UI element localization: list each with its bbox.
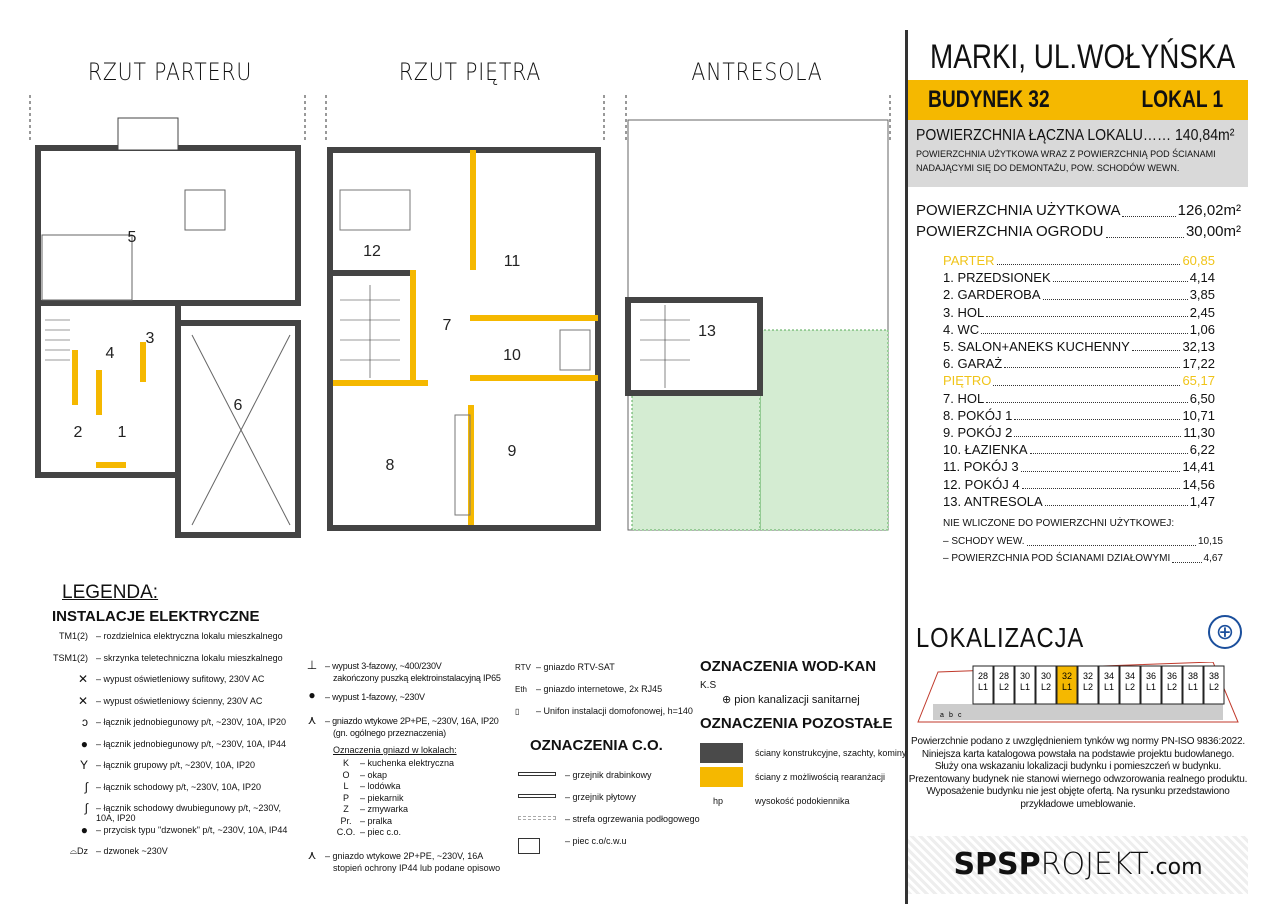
map-unit-lokal: L2 bbox=[998, 682, 1010, 692]
room-area: 2,45 bbox=[1189, 304, 1215, 320]
compass-icon: ⊕ bbox=[1208, 615, 1242, 649]
room-row bbox=[943, 355, 1215, 372]
dots bbox=[981, 321, 1188, 334]
building-bar bbox=[908, 80, 1248, 120]
socket-symbol-icon: ⊥ bbox=[306, 658, 318, 672]
legend-text: – wypust 1-fazowy, ~230V bbox=[325, 692, 425, 702]
room-label: 9 bbox=[507, 443, 517, 460]
note-line: Powierzchnie podano z uwzględnieniem tynków wg normy PN-ISO 9836:2022. bbox=[911, 736, 1245, 747]
socket-text: – kuchenka elektryczna bbox=[360, 758, 455, 768]
info-panel bbox=[905, 30, 1250, 904]
co-symbol-icon bbox=[518, 838, 540, 854]
socket-text: – zmywarka bbox=[360, 804, 409, 814]
excluded-label: – POWIERZCHNIA POD ŚCIANAMI DZIAŁOWYMI bbox=[943, 553, 1171, 565]
room-label: 13 bbox=[698, 323, 716, 340]
dots bbox=[986, 304, 1188, 317]
map-unit-lokal: L1 bbox=[1145, 682, 1157, 692]
legend-symbol: Eth bbox=[515, 685, 528, 694]
usable-area-value: 126,02m² bbox=[1177, 202, 1241, 219]
room-name: 6. GARAŻ bbox=[943, 356, 1003, 372]
room-name: 13. ANTRESOLA bbox=[943, 493, 1043, 509]
other-title: OZNACZENIA POZOSTAŁE bbox=[700, 715, 893, 732]
room-name: PIĘTRO bbox=[943, 373, 992, 389]
map-unit-number: 36 bbox=[1166, 671, 1178, 681]
room-area: 4,14 bbox=[1189, 270, 1215, 286]
dots bbox=[1022, 476, 1181, 489]
map-unit-lokal: L2 bbox=[1040, 682, 1052, 692]
dots bbox=[1045, 493, 1188, 506]
legend-symbol: RTV bbox=[515, 663, 531, 672]
socket-code: K bbox=[342, 758, 349, 768]
socket-code: Z bbox=[343, 804, 349, 814]
room-area: 14,41 bbox=[1182, 459, 1215, 475]
dots bbox=[1014, 424, 1181, 437]
legend-text: – strefa ogrzewania podłogowego bbox=[565, 814, 700, 824]
legend-text: zakończony puszką elektroinstalacyjną IP65 bbox=[333, 673, 501, 683]
socket-code: P bbox=[342, 792, 349, 803]
mezzanine-plan bbox=[628, 120, 888, 530]
legend-text: wysokość podokiennika bbox=[755, 796, 850, 806]
parking-label: c bbox=[958, 712, 962, 719]
legend-symbol: ✕ bbox=[77, 693, 88, 708]
map-unit-number: 34 bbox=[1103, 671, 1115, 681]
room-label: 1 bbox=[117, 424, 127, 441]
room-label: 2 bbox=[73, 424, 83, 441]
room-name: 12. POKÓJ 4 bbox=[943, 476, 1020, 492]
legend-text: (gn. ogólnego przeznaczenia) bbox=[333, 728, 446, 738]
legend-symbol: Y bbox=[79, 758, 88, 772]
room-name: 4. WC bbox=[943, 321, 980, 337]
dots bbox=[1030, 441, 1188, 454]
legend-text: – piec c.o/c.w.u bbox=[565, 836, 627, 846]
room-row bbox=[943, 424, 1215, 441]
legend-text: – wypust 3-fazowy, ~400/230V bbox=[325, 661, 442, 671]
map-unit-lokal: L1 bbox=[1103, 682, 1115, 692]
total-area-label: POWIERZCHNIA ŁĄCZNA LOKALU…… bbox=[916, 127, 1172, 144]
map-unit-number: 30 bbox=[1040, 671, 1052, 681]
room-name: 3. HOL bbox=[943, 304, 985, 320]
map-unit-lokal: L2 bbox=[1208, 682, 1220, 692]
excluded-value: 4,67 bbox=[1203, 553, 1223, 565]
map-unit-number: 28 bbox=[977, 671, 989, 681]
room-name: 7. HOL bbox=[943, 390, 985, 406]
legend-text: – gniazdo wtykowe 2P+PE, ~230V, 16A, IP20 bbox=[325, 716, 499, 726]
location-title: LOKALIZACJA bbox=[916, 622, 1085, 653]
room-name: 11. POKÓJ 3 bbox=[943, 459, 1019, 475]
legend-text: – łącznik grupowy p/t, ~230V, 10A, IP20 bbox=[96, 760, 256, 770]
legend-symbol: ▯ bbox=[515, 707, 520, 716]
usable-area-label: POWIERZCHNIA UŻYTKOWA bbox=[916, 202, 1121, 219]
room-row bbox=[943, 286, 1215, 303]
location-map bbox=[913, 662, 1243, 732]
room-row bbox=[943, 304, 1215, 321]
room-area: 14,56 bbox=[1182, 476, 1215, 492]
map-unit-number: 28 bbox=[998, 671, 1010, 681]
room-label: 8 bbox=[385, 457, 395, 474]
map-unit-number: 38 bbox=[1208, 671, 1220, 681]
socket-code: C.O. bbox=[336, 827, 356, 837]
legend-text: – gniazdo internetowe, 2x RJ45 bbox=[536, 684, 663, 694]
ground-floor-plan bbox=[38, 118, 298, 535]
room-area: 32,13 bbox=[1182, 339, 1215, 355]
room-area: 6,50 bbox=[1189, 390, 1215, 406]
note-line: Służy ona wskazaniu lokalizacji budynku i pomieszczeń w budynku. bbox=[934, 761, 1222, 772]
room-name: 2. GARDEROBA bbox=[943, 287, 1041, 303]
logo-light: ROJEKT bbox=[1040, 847, 1149, 882]
room-label: 4 bbox=[105, 345, 115, 362]
room-row bbox=[943, 476, 1215, 493]
socket-symbol-icon: ● bbox=[308, 688, 316, 702]
dots bbox=[997, 252, 1181, 265]
map-unit-number: 36 bbox=[1145, 671, 1157, 681]
building-label: BUDYNEK 32 bbox=[928, 86, 1050, 113]
map-unit-number: 32 bbox=[1082, 671, 1094, 681]
room-row bbox=[943, 407, 1215, 424]
garden-area-label: POWIERZCHNIA OGRODU bbox=[916, 223, 1104, 240]
sockets-title: Oznaczenia gniazd w lokalach: bbox=[333, 745, 457, 755]
legend-text: – Unifon instalacji domofonowej, h=140 bbox=[536, 706, 693, 716]
room-label: 12 bbox=[363, 243, 381, 260]
socket-text: – pralka bbox=[360, 815, 393, 826]
co-symbol-icon bbox=[518, 772, 556, 776]
excluded-title: NIE WLICZONE DO POWIERZCHNI UŻYTKOWEJ: bbox=[943, 518, 1175, 529]
legend-text: – wypust oświetleniowy sufitowy, 230V AC bbox=[96, 674, 265, 684]
legend-text: stopień ochrony IP44 lub podane opisowo bbox=[333, 863, 501, 873]
legend-text: – łącznik schodowy p/t, ~230V, 10A, IP20 bbox=[96, 781, 262, 792]
socket-text: – piekarnik bbox=[360, 792, 404, 803]
total-note-2: NADAJĄCYMI SIĘ DO DEMONTAŻU, POW. SCHODÓW WEWN. bbox=[916, 163, 1180, 173]
room-list bbox=[943, 252, 1215, 510]
room-area: 17,22 bbox=[1182, 356, 1215, 372]
dots bbox=[1053, 269, 1188, 282]
room-row bbox=[943, 338, 1215, 355]
legend-text: – rozdzielnica elektryczna lokalu mieszkalnego bbox=[96, 631, 283, 641]
electric-title: INSTALACJE ELEKTRYCZNE bbox=[52, 608, 260, 625]
header-title: MARKI, UL.WOŁYŃSKA bbox=[930, 38, 1236, 76]
unit-label: LOKAL 1 bbox=[1141, 86, 1223, 113]
floor-subtotal-row bbox=[943, 252, 1215, 269]
co-title: OZNACZENIA C.O. bbox=[530, 737, 663, 754]
map-unit-lokal: L1 bbox=[1061, 682, 1073, 692]
note-line: Wyposażenie budynku nie jest objęte ofertą. Na rysunku przedstawiono przykładowe umeblowanie. bbox=[926, 786, 1230, 810]
logo bbox=[908, 836, 1248, 894]
room-row bbox=[943, 390, 1215, 407]
wodkan-text: pion kanalizacji sanitarnej bbox=[734, 694, 860, 706]
excluded-label: – SCHODY WEW. bbox=[943, 536, 1025, 547]
parking-label: b bbox=[949, 712, 953, 719]
room-area: 11,30 bbox=[1183, 425, 1215, 441]
room-name: 5. SALON+ANEKS KUCHENNY bbox=[943, 339, 1130, 355]
room-name: PARTER bbox=[943, 253, 995, 268]
room-row bbox=[943, 458, 1215, 475]
excluded-value: 10,15 bbox=[1197, 536, 1223, 547]
floor-plans bbox=[0, 90, 905, 580]
legend-text: – dzwonek ~230V bbox=[96, 846, 168, 856]
room-area: 65,17 bbox=[1182, 373, 1215, 389]
legend-symbol: ✕ bbox=[77, 672, 88, 686]
total-note-1: POWIERZCHNIA UŻYTKOWA WRAZ Z POWIERZCHNIĄ POD ŚCIANAMI bbox=[916, 149, 1216, 159]
wodkan-title: OZNACZENIA WOD-KAN bbox=[700, 658, 877, 675]
logo-bold: SPSP bbox=[953, 847, 1041, 882]
dots bbox=[1132, 338, 1181, 351]
map-unit-lokal: L1 bbox=[1019, 682, 1031, 692]
first-floor-plan bbox=[330, 150, 598, 528]
dots bbox=[1043, 286, 1188, 299]
room-area: 6,22 bbox=[1189, 442, 1215, 458]
room-label: 10 bbox=[503, 347, 521, 364]
legend-symbol: ↄ bbox=[82, 715, 88, 729]
room-label: 5 bbox=[127, 229, 137, 246]
socket-symbol-icon: ⋏ bbox=[307, 848, 317, 862]
legend-text: – przycisk typu "dzwonek" p/t, ~230V, 10A, IP44 bbox=[96, 824, 288, 835]
legend-text: – gniazdo RTV-SAT bbox=[536, 662, 615, 672]
dots bbox=[1014, 407, 1180, 420]
legend-text: – grzejnik płytowy bbox=[565, 792, 637, 802]
legend-text: ściany konstrukcyjne, szachty, kominy bbox=[755, 748, 907, 758]
legend-text: – łącznik jednobiegunowy p/t, ~230V, 10A, IP20 bbox=[96, 717, 287, 727]
legend-text: – łącznik schodowy dwubiegunowy p/t, ~230V, 10A, IP20 bbox=[96, 803, 282, 823]
room-name: 9. POKÓJ 2 bbox=[943, 425, 1013, 441]
socket-symbol-icon: ⋏ bbox=[307, 713, 317, 727]
garden-area-value: 30,00m² bbox=[1185, 223, 1241, 240]
legend-text: ściany z możliwością rearanżacji bbox=[755, 772, 886, 782]
legend-symbol: ● bbox=[80, 822, 88, 837]
room-area: 10,71 bbox=[1182, 407, 1215, 423]
logo-suffix: .com bbox=[1148, 855, 1203, 880]
legend-symbol: ⌓Dz bbox=[69, 846, 88, 856]
socket-code: O bbox=[342, 769, 350, 780]
map-unit-number: 32 bbox=[1061, 671, 1073, 681]
ground-floor-title: RZUT PARTERU bbox=[87, 58, 253, 86]
map-unit-lokal: L2 bbox=[1166, 682, 1178, 692]
room-name: 1. PRZEDSIONEK bbox=[943, 270, 1051, 286]
room-name: 10. ŁAZIENKA bbox=[943, 442, 1028, 458]
room-area: 60,85 bbox=[1182, 253, 1215, 268]
room-area: 3,85 bbox=[1189, 287, 1215, 303]
room-label: 3 bbox=[145, 330, 155, 347]
room-row bbox=[943, 269, 1215, 286]
wodkan-symbol: K.S bbox=[700, 680, 717, 691]
room-name: 8. POKÓJ 1 bbox=[943, 407, 1013, 423]
socket-text: – piec c.o. bbox=[360, 827, 402, 837]
notes bbox=[908, 736, 1248, 811]
structural-wall-swatch bbox=[700, 743, 743, 763]
map-unit-number: 38 bbox=[1187, 671, 1199, 681]
co-symbol-icon bbox=[518, 816, 556, 820]
legend-symbol: TSM1(2) bbox=[52, 652, 88, 663]
socket-code: Pr. bbox=[340, 815, 352, 826]
room-label: 7 bbox=[442, 317, 452, 334]
total-area-value: 140,84m² bbox=[1174, 127, 1235, 144]
legend-text: – gniazdo wtykowe 2P+PE, ~230V, 16A bbox=[325, 851, 484, 861]
map-unit-lokal: L1 bbox=[1187, 682, 1199, 692]
map-unit-number: 34 bbox=[1124, 671, 1136, 681]
room-row bbox=[943, 493, 1215, 510]
legend-symbol: ∫ bbox=[84, 779, 88, 794]
legend-text: – grzejnik drabinkowy bbox=[565, 770, 652, 780]
room-area: 1,47 bbox=[1189, 493, 1215, 509]
socket-code: L bbox=[343, 781, 349, 791]
dots bbox=[986, 390, 1188, 403]
room-area: 1,06 bbox=[1189, 321, 1215, 337]
map-unit-lokal: L1 bbox=[977, 682, 989, 692]
dots bbox=[1004, 355, 1180, 368]
parking-label: a bbox=[940, 712, 944, 719]
legend-symbol: ∫ bbox=[84, 801, 88, 815]
legend-symbol: ● bbox=[80, 736, 88, 751]
legend-title: LEGENDA: bbox=[62, 582, 159, 603]
dots bbox=[993, 372, 1180, 385]
legend-text: – skrzynka teletechniczna lokalu mieszkalnego bbox=[96, 652, 283, 663]
note-line: Niniejsza karta katalogowa powstała na podstawie projektu budowlanego. bbox=[921, 748, 1235, 760]
room-label: 11 bbox=[503, 253, 521, 270]
legend-text: – łącznik jednobiegunowy p/t, ~230V, 10A, IP44 bbox=[96, 738, 287, 749]
legend-text: – wypust oświetleniowy ścienny, 230V AC bbox=[96, 695, 263, 706]
first-floor-title: RZUT PIĘTRA bbox=[398, 58, 542, 86]
socket-text: – lodówka bbox=[360, 781, 401, 791]
map-unit-number: 30 bbox=[1019, 671, 1031, 681]
map-unit-lokal: L2 bbox=[1082, 682, 1094, 692]
co-symbol-icon bbox=[518, 794, 556, 798]
map-unit-lokal: L2 bbox=[1124, 682, 1136, 692]
room-row bbox=[943, 441, 1215, 458]
legend-symbol: TM1(2) bbox=[59, 631, 88, 641]
room-label: 6 bbox=[233, 397, 243, 414]
floor-subtotal-row bbox=[943, 372, 1215, 389]
rearrangeable-wall-swatch bbox=[700, 767, 743, 787]
dots bbox=[1021, 458, 1181, 471]
legend-symbol: hp bbox=[713, 796, 724, 806]
socket-text: – okap bbox=[360, 769, 388, 780]
mezzanine-title: ANTRESOLA bbox=[691, 58, 823, 86]
room-row bbox=[943, 321, 1215, 338]
note-line: Prezentowany budynek nie stanowi wiernego odwzorowania realnego produktu. bbox=[908, 773, 1248, 785]
